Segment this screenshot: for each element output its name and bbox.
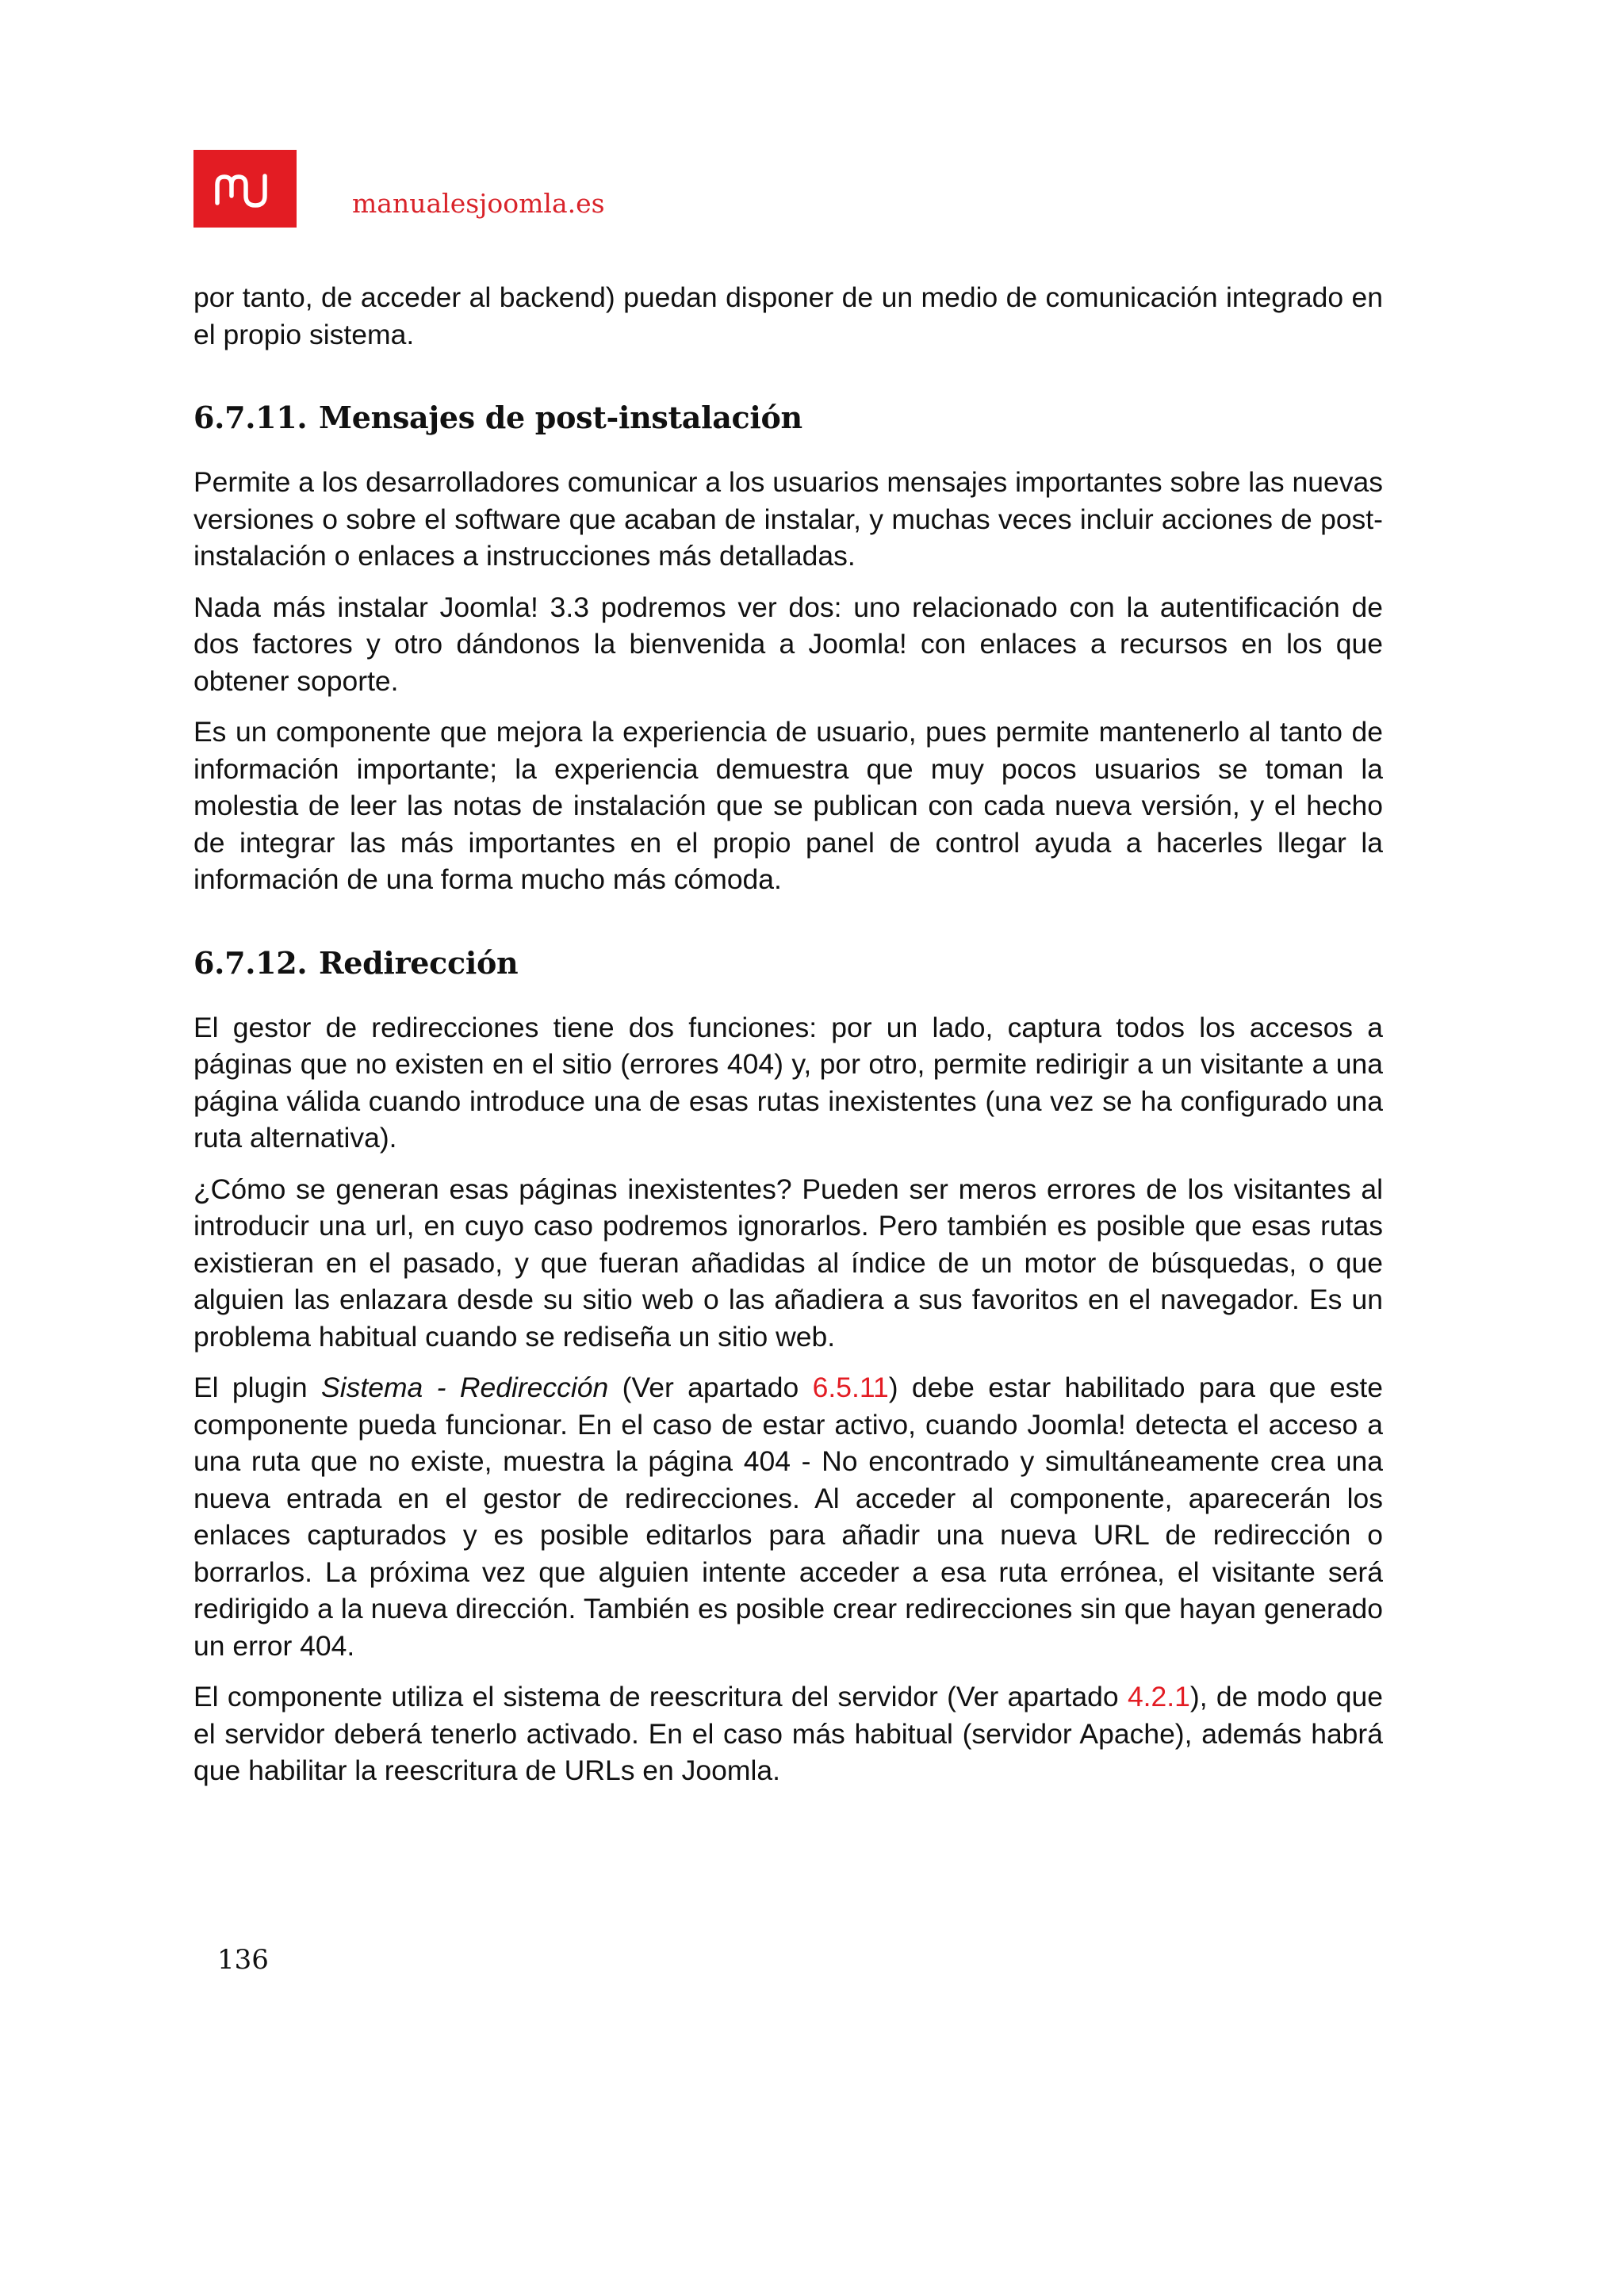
section-heading-post-install — [193, 399, 1383, 437]
plugin-name: Sistema - Redirección — [321, 1372, 609, 1403]
intro-paragraph: por tanto, de acceder al backend) puedan disponer de un medio de comunicación integrado en el propio sistema. — [193, 281, 1383, 350]
section-number: 6.7.12. — [193, 944, 308, 981]
paragraph: El gestor de redirecciones tiene dos funciones: por un lado, captura todos los accesos a páginas que no existen en el sitio (errores 404) y, por otro, permite redirigir a un visitante a una página válida cuando introduce una de esas rutas inexistentes (una vez se ha configurado una ruta alternativa). — [193, 1011, 1383, 1154]
paragraph: Nada más instalar Joomla! 3.3 podremos ver dos: uno relacionado con la autentificación de dos factores y otro dándonos la bienvenida a Joomla! con enlaces a recursos en los que obtener soporte. — [193, 591, 1383, 697]
page-header — [193, 150, 828, 229]
mj-logo-glyph — [193, 150, 297, 228]
cross-reference-link[interactable]: 4.2.1 — [1127, 1681, 1190, 1712]
paragraph — [193, 1369, 1383, 1664]
section-title: Mensajes de post-instalación — [319, 400, 802, 435]
section-heading-redirect — [193, 944, 1383, 982]
text-run: ), de modo que el servidor deberá tenerlo activado. En el caso más habitual (servidor Apache), además habrá que habilitar la reescritura de URLs en Joomla. — [193, 1681, 1383, 1786]
paragraph: ¿Cómo se generan esas páginas inexistentes? Pueden ser meros errores de los visitantes al introducir una url, en cuyo caso podremos ignorarlos. Pero también es posible que esas rutas existieran en el pasado, y que fueran añadidas al índice de un motor de búsquedas, o que alguien las enlazara desde su sitio web o las añadiera a sus favoritos en el navegador. Es un problema habitual cuando se rediseña un sitio web. — [193, 1173, 1383, 1353]
paragraph: Permite a los desarrolladores comunicar a los usuarios mensajes importantes sobre las nuevas versiones o sobre el software que acaban de instalar, y muchas veces incluir acciones de post-instalación o enlaces a instrucciones más detalladas. — [193, 466, 1383, 572]
section-title: Redirección — [319, 944, 519, 981]
section-number: 6.7.11. — [193, 400, 308, 435]
text-run: El componente utiliza el sistema de reescritura del servidor (Ver apartado — [193, 1681, 1128, 1712]
document-body — [193, 279, 1383, 1804]
text-run: El plugin — [193, 1372, 322, 1403]
site-name: manualesjoomla.es — [352, 188, 605, 219]
text-run: ) debe estar habilitado para que este componente pueda funcionar. En el caso de estar activo, cuando Joomla! detecta el acceso a una ruta que no existe, muestra la página 404 - No encontrado y simultáneamente crea una nueva entrada en el gestor de redirecciones. Al acceder al componente, aparecerán los enlaces capturados y es posible editarlos para añadir una nueva URL de redirección o borrarlos. La próxima vez que alguien intente acceder a esa ruta errónea, el visitante será redirigido a la nueva dirección. También es posible crear redirecciones sin que hayan generado un error 404. — [193, 1372, 1384, 1662]
paragraph — [193, 1678, 1383, 1789]
mj-logo-icon — [193, 150, 297, 228]
cross-reference-link[interactable]: 6.5.11 — [812, 1372, 889, 1403]
text-run: (Ver apartado — [608, 1372, 813, 1403]
paragraph: Es un componente que mejora la experiencia de usuario, pues permite mantenerlo al tanto de información importante; la experiencia demuestra que muy pocos usuarios se toman la molestia de leer las notas de instalación que se publican con cada nueva versión, y el hecho de integrar las más importantes en el propio panel de control ayuda a hacerles llegar la información de una forma mucho más cómoda. — [193, 716, 1383, 895]
page-number: 136 — [217, 1944, 269, 1976]
